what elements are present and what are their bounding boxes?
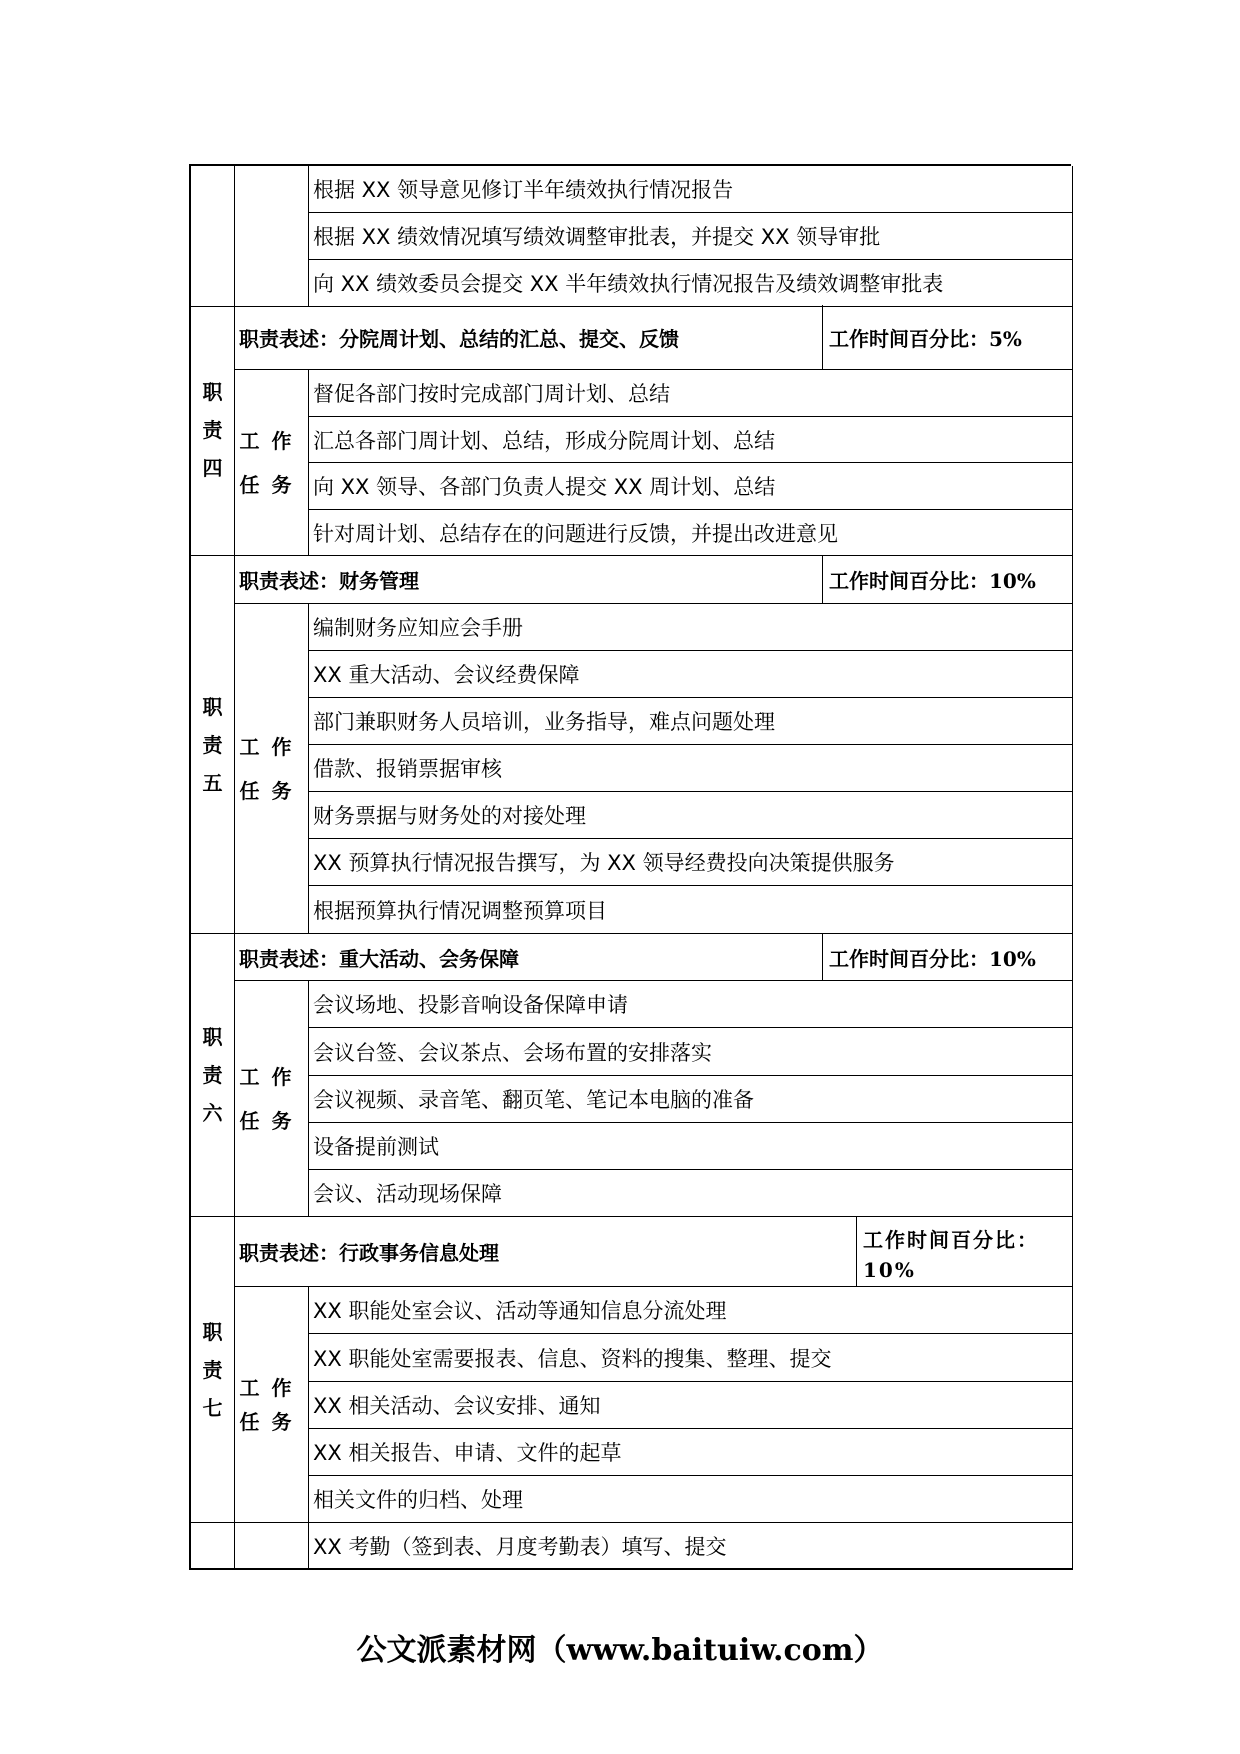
task-item: 向 XX 领导、各部门负责人提交 XX 周计划、总结 [309, 463, 1073, 510]
task-item: 根据 XX 绩效情况填写绩效调整审批表，并提交 XX 领导审批 [309, 213, 1073, 260]
task-item: XX 重大活动、会议经费保障 [309, 651, 1073, 698]
duty-description: 职责表述：分院周计划、总结的汇总、提交、反馈 [235, 305, 823, 370]
tasks-label: 工作 任务 [235, 1287, 309, 1523]
work-time-percent: 工作时间百分比：10% [823, 556, 1073, 604]
duty-description: 职责表述：财务管理 [235, 556, 823, 604]
task-item: 相关文件的归档、处理 [309, 1476, 1073, 1523]
task-item: 会议视频、录音笔、翻页笔、笔记本电脑的准备 [309, 1076, 1073, 1123]
tasks-label-cell [235, 1523, 309, 1570]
task-item: XX 相关报告、申请、文件的起草 [309, 1429, 1073, 1476]
work-time-percent: 工作时间百分比：10% [823, 934, 1073, 981]
task-item: 借款、报销票据审核 [309, 745, 1073, 792]
tasks-label: 工作 任务 [235, 981, 309, 1217]
duty-label: 职 责 六 [191, 934, 235, 1217]
duty-block-5 [189, 556, 1071, 934]
task-item: XX 相关活动、会议安排、通知 [309, 1382, 1073, 1429]
continuation-block [189, 164, 1071, 305]
tasks-label: 工作 任务 [235, 370, 309, 556]
work-time-percent: 工作时间百分比：10% [857, 1217, 1073, 1287]
task-item: 设备提前测试 [309, 1123, 1073, 1170]
task-item: 汇总各部门周计划、总结，形成分院周计划、总结 [309, 417, 1073, 463]
duty-label: 职 责 七 [191, 1217, 235, 1523]
task-item: XX 考勤（签到表、月度考勤表）填写、提交 [309, 1523, 1073, 1570]
duty-label: 职 责 五 [191, 556, 235, 934]
next-duty-block [189, 1523, 1071, 1570]
task-item: 针对周计划、总结存在的问题进行反馈，并提出改进意见 [309, 510, 1073, 556]
task-item: XX 预算执行情况报告撰写，为 XX 领导经费投向决策提供服务 [309, 839, 1073, 886]
task-item: 会议、活动现场保障 [309, 1170, 1073, 1217]
duty-block-4 [189, 305, 1071, 556]
duty-description: 职责表述：行政事务信息处理 [235, 1217, 857, 1287]
task-item: 财务票据与财务处的对接处理 [309, 792, 1073, 839]
duty-block-7 [189, 1217, 1071, 1523]
task-item: 督促各部门按时完成部门周计划、总结 [309, 370, 1073, 417]
task-item: 会议场地、投影音响设备保障申请 [309, 981, 1073, 1028]
footer-watermark: 公文派素材网（www.baituiw.com） [356, 1633, 884, 1668]
task-item: XX 职能处室需要报表、信息、资料的搜集、整理、提交 [309, 1334, 1073, 1382]
duty-label-cell [191, 1523, 235, 1570]
tasks-label: 工作 任务 [235, 604, 309, 934]
task-item: 会议台签、会议茶点、会场布置的安排落实 [309, 1028, 1073, 1076]
task-item: 向 XX 绩效委员会提交 XX 半年绩效执行情况报告及绩效调整审批表 [309, 260, 1073, 307]
tasks-label-cell [235, 166, 309, 307]
task-item: 编制财务应知应会手册 [309, 604, 1073, 651]
duty-description: 职责表述：重大活动、会务保障 [235, 934, 823, 981]
task-item: 根据 XX 领导意见修订半年绩效执行情况报告 [309, 166, 1073, 213]
duty-label-cell [191, 166, 235, 307]
task-item: XX 职能处室会议、活动等通知信息分流处理 [309, 1287, 1073, 1334]
duty-block-6 [189, 934, 1071, 1217]
task-item: 根据预算执行情况调整预算项目 [309, 886, 1073, 934]
task-item: 部门兼职财务人员培训，业务指导，难点问题处理 [309, 698, 1073, 745]
work-time-percent: 工作时间百分比：5% [823, 305, 1073, 370]
duty-label: 职 责 四 [191, 305, 235, 556]
